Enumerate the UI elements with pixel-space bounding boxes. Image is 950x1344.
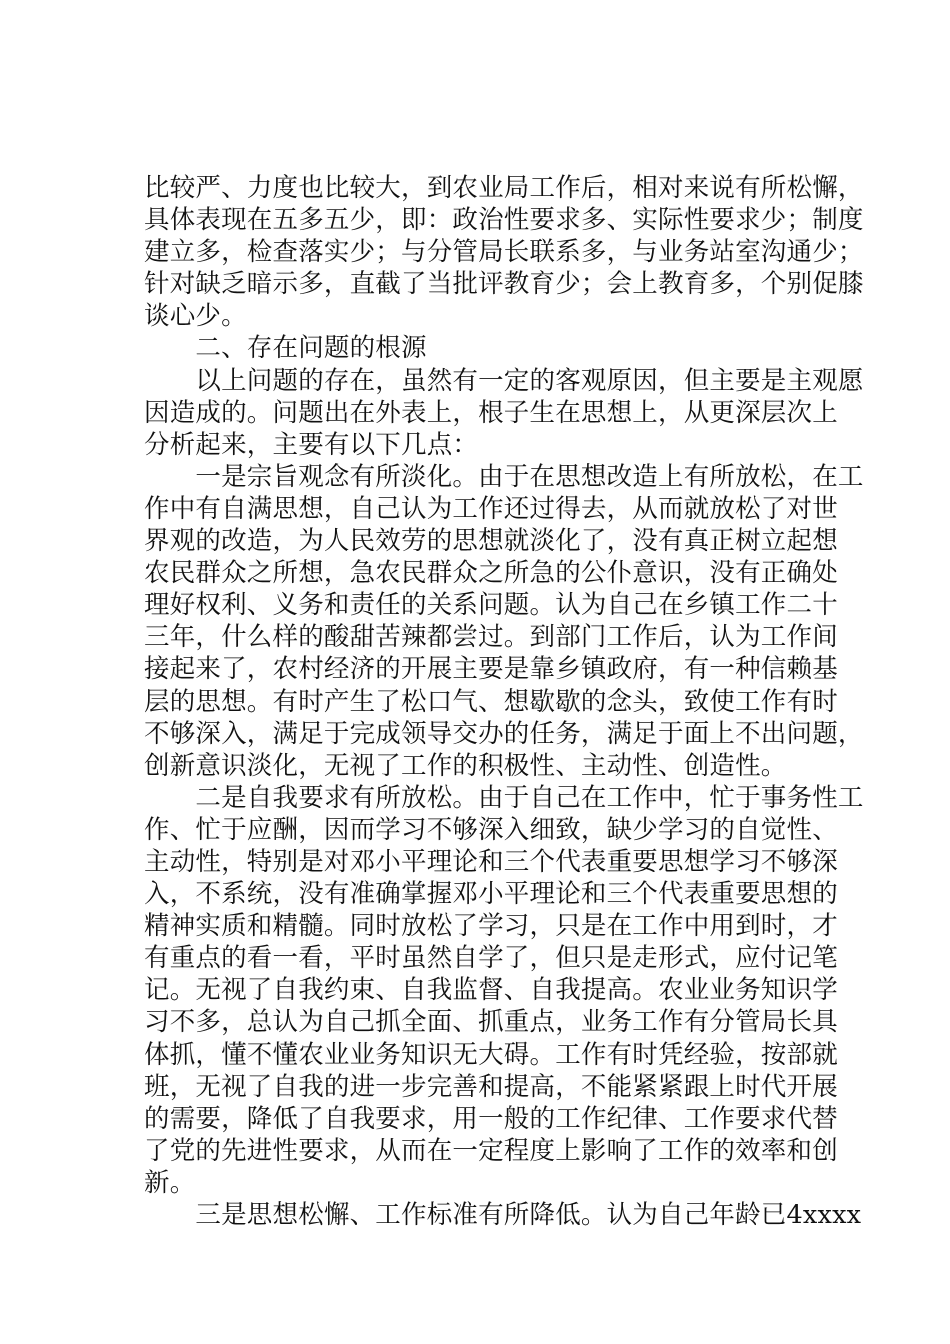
text-line-32: 新。	[144, 1167, 196, 1198]
text-line-12: 界观的改造，为人民效劳的思想就淡化了，没有真正树立起想	[144, 526, 838, 557]
text-line-29: 班，无视了自我的进一步完善和提高，不能紧紧跟上时代开展	[144, 1071, 838, 1102]
text-line-15: 三年，什么样的酸甜苦辣都尝过。到部门工作后，认为工作间	[144, 622, 838, 653]
text-line-24: 精神实质和精髓。同时放松了学习，只是在工作中用到时，才	[144, 911, 838, 942]
text-line-30: 的需要，降低了自我要求，用一般的工作纪律、工作要求代替	[144, 1103, 838, 1134]
text-line-28: 体抓，懂不懂农业业务知识无大碍。工作有时凭经验，按部就	[144, 1039, 838, 1070]
text-line-11: 作中有自满思想，自己认为工作还过得去，从而就放松了对世	[144, 493, 838, 524]
text-line-7: 以上问题的存在，虽然有一定的客观原因，但主要是主观愿	[144, 365, 864, 396]
text-line-2: 具体表现在五多五少，即：政治性要求多、实际性要求少；制度	[144, 205, 864, 236]
text-line-27: 习不多，总认为自己抓全面、抓重点，业务工作有分管局长具	[144, 1007, 838, 1038]
text-line-23: 入，不系统，没有准确掌握邓小平理论和三个代表重要思想的	[144, 879, 838, 910]
text-line-22: 主动性，特别是对邓小平理论和三个代表重要思想学习不够深	[144, 846, 838, 877]
text-line-10: 一是宗旨观念有所淡化。由于在思想改造上有所放松，在工	[144, 461, 864, 492]
text-line-3: 建立多，检查落实少；与分管局长联系多，与业务站室沟通少；	[144, 237, 864, 268]
text-line-16: 接起来了，农村经济的开展主要是靠乡镇政府，有一种信赖基	[144, 654, 838, 685]
text-line-31: 了党的先进性要求，从而在一定程度上影响了工作的效率和创	[144, 1135, 838, 1166]
text-line-5: 谈心少。	[144, 301, 247, 332]
text-line-13: 农民群众之所想，急农民群众之所急的公仆意识，没有正确处	[144, 558, 838, 589]
text-line-17: 层的思想。有时产生了松口气、想歇歇的念头，致使工作有时	[144, 686, 838, 717]
text-line-19: 创新意识淡化，无视了工作的积极性、主动性、创造性。	[144, 750, 787, 781]
text-line-33: 三是思想松懈、工作标准有所降低。认为自己年龄已4xxxx	[144, 1200, 862, 1230]
text-line-9: 分析起来，主要有以下几点：	[144, 429, 479, 460]
text-line-8: 因造成的。问题出在外表上，根子生在思想上，从更深层次上	[144, 397, 838, 428]
text-line-1: 比较严、力度也比较大，到农业局工作后，相对来说有所松懈，	[144, 173, 864, 203]
text-line-4: 针对缺乏暗示多，直截了当批评教育少；会上教育多，个别促膝	[144, 269, 864, 300]
text-line-25: 有重点的看一看，平时虽然自学了，但只是走形式，应付记笔	[144, 943, 838, 974]
text-line-20: 二是自我要求有所放松。由于自己在工作中，忙于事务性工	[144, 782, 864, 813]
text-line-26: 记。无视了自我约束、自我监督、自我提高。农业业务知识学	[144, 975, 838, 1006]
section-heading: 二、存在问题的根源	[144, 333, 427, 364]
document-body	[144, 172, 864, 1231]
text-line-14: 理好权利、义务和责任的关系问题。认为自己在乡镇工作二十	[144, 590, 838, 621]
text-line-18: 不够深入，满足于完成领导交办的任务，满足于面上不出问题，	[144, 718, 864, 749]
text-line-21: 作、忙于应酬，因而学习不够深入细致，缺少学习的自觉性、	[144, 814, 838, 845]
